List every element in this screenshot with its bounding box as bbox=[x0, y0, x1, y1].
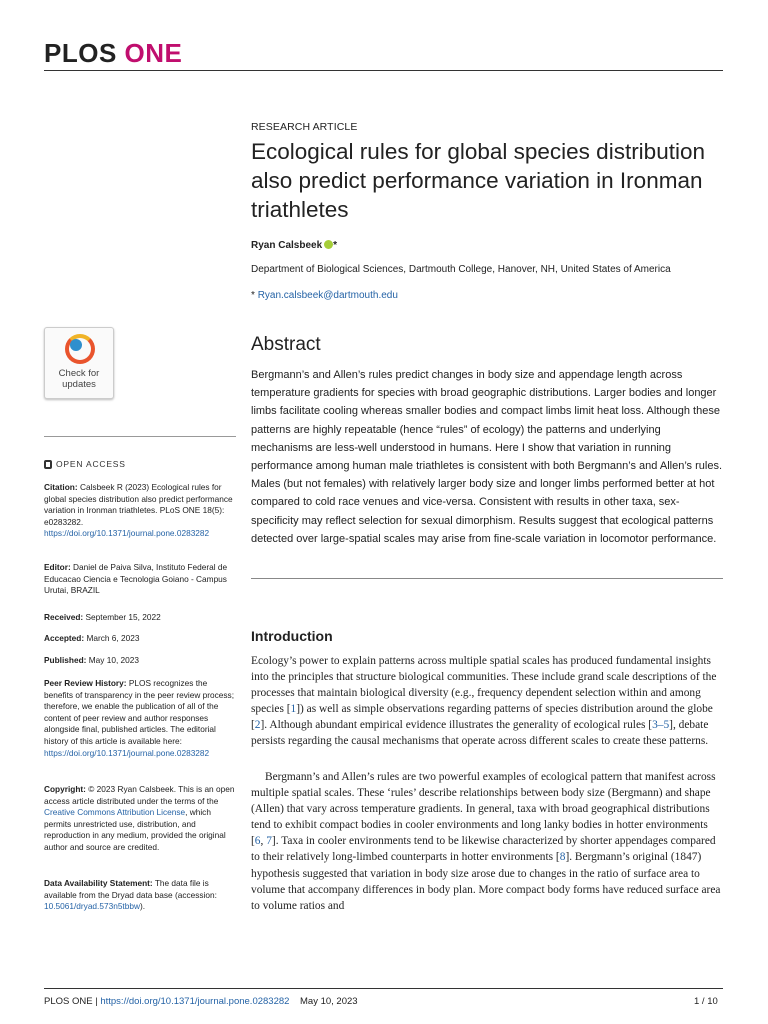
open-access-label bbox=[44, 458, 126, 469]
ref-link[interactable]: 3–5 bbox=[652, 719, 670, 732]
ref-separator: , bbox=[260, 835, 267, 848]
peer-review-link[interactable]: https://doi.org/10.1371/journal.pone.0283282 bbox=[44, 747, 210, 758]
cc-license-link[interactable]: Creative Commons Attribution License bbox=[44, 807, 186, 818]
footer-journal: PLOS ONE bbox=[44, 996, 93, 1007]
open-lock-icon bbox=[44, 460, 52, 469]
footer-rule bbox=[44, 988, 723, 989]
author-name[interactable]: Ryan Calsbeek bbox=[251, 240, 323, 251]
copyright-text: © 2023 Ryan Calsbeek. This is an open access article distributed under the terms of the bbox=[44, 784, 235, 806]
article-title: Ecological rules for global species distribution also predict performance variation in Ironman triathletes bbox=[251, 139, 705, 222]
page-number: 1 / 10 bbox=[694, 996, 718, 1007]
accepted-value: March 6, 2023 bbox=[86, 633, 140, 643]
ref-link[interactable]: 7 bbox=[266, 835, 272, 848]
intro-paragraph-1 bbox=[251, 653, 721, 750]
author-marker: * bbox=[333, 240, 338, 251]
journal-name-one: ONE bbox=[124, 38, 183, 68]
intro-p1-text-b: ]) as well as simple observations regarding patterns of species distribution around the globe [ bbox=[251, 703, 713, 732]
citation-doi-link[interactable]: https://doi.org/10.1371/journal.pone.0283282 bbox=[44, 528, 210, 539]
footer-doi-link[interactable]: https://doi.org/10.1371/journal.pone.0283282 bbox=[100, 996, 290, 1007]
peer-review-text: PLOS recognizes the benefits of transparency in the peer review process; therefore, we enable the publication of all of the content of peer review and author responses alongside final, published articles. The editorial history of this article is available here: bbox=[44, 678, 235, 746]
affiliation: Department of Biological Sciences, Dartmouth College, Hanover, NH, United States of America bbox=[251, 264, 671, 275]
accepted-date bbox=[44, 633, 236, 645]
intro-p2-text-b: ]. Taxa in cooler environments tend to be likewise characterized by shorter appendages compared to their relatively long-limbed counterparts in hotter environments [ bbox=[251, 835, 716, 864]
ref-link[interactable]: 1 bbox=[290, 703, 297, 716]
open-access-text: OPEN ACCESS bbox=[56, 459, 126, 469]
published-value: May 10, 2023 bbox=[88, 655, 140, 665]
data-availability-end: ). bbox=[139, 901, 146, 912]
abstract-text: Bergmann’s and Allen’s rules predict changes in body size and appendage length across temperature gradients for species with broad geographic distributions. Larger bodies and longer limbs facilitate cooling whereas smaller bodies and compact limbs limit heat loss. Although these patterns are highly repeatable (hence “rules” of ecology) the patterns and underlying mechanisms are less-well understood in humans. Here I show that variation in running performance among human male triathletes is consistent with both Bergmann’s and Allen’s rules. Males (but not females) with relatively larger body size and longer limbs performed better at hot compared to cold race venues and vice-versa. Consistent with results in other taxa, sex-specificity may reflect selection for sexual dimorphism. Results suggest that ecological patterns detected over large-spatial scales may arise from fine-scale variation in locomotor performance. bbox=[251, 369, 723, 545]
intro-paragraph-2 bbox=[251, 769, 721, 914]
citation-text: Calsbeek R (2023) Ecological rules for global species distribution also predict performance variation in Ironman triathletes. PLoS ONE 18(5): e0283282. bbox=[44, 482, 233, 527]
dryad-link[interactable]: 10.5061/dryad.573n5tbbw bbox=[44, 901, 140, 912]
journal-logo bbox=[44, 38, 182, 69]
badge-line1: Check for bbox=[58, 368, 100, 379]
data-availability-block bbox=[44, 878, 236, 913]
email-link[interactable]: Ryan.calsbeek@dartmouth.edu bbox=[257, 290, 398, 301]
copyright-block bbox=[44, 784, 236, 854]
badge-line2: updates bbox=[62, 379, 96, 390]
check-for-updates-badge[interactable] bbox=[44, 327, 114, 399]
copyright-text-end: , which permits unrestricted use, distribution, and reproduction in any medium, provided the original author and source are credited. bbox=[44, 807, 226, 852]
abstract-heading: Abstract bbox=[251, 334, 321, 355]
author-line bbox=[251, 240, 337, 251]
peer-review-block bbox=[44, 678, 236, 759]
intro-p1-text-c: ]. Although abundant empirical evidence illustrates the generality of ecological rules [ bbox=[260, 719, 653, 732]
published-date bbox=[44, 655, 236, 667]
peer-review-label: Peer Review History: bbox=[44, 678, 127, 688]
footer-separator: | bbox=[92, 996, 101, 1007]
email-marker: * bbox=[251, 290, 255, 301]
intro-p2-text-c: ]. Bergmann’s original (1847) hypothesis suggested that variation in body size arose due to changes in the ratio of surface area to volume that accompany differences in body plan. More compact body forms have reduced surface area to volume ratios and bbox=[251, 851, 721, 912]
orcid-icon[interactable] bbox=[324, 240, 333, 249]
ref-link[interactable]: 8 bbox=[559, 851, 566, 864]
corresponding-email bbox=[251, 290, 398, 301]
intro-p2-text-a: Bergmann’s and Allen’s rules are two powerful examples of ecological pattern that manifest across multiple spatial scales. These ‘rules’ describe relationships between body size (Bergmann) and shape (Allen) that vary across temperature gradients. In general, taxa with broad geographical distributions tend to exhibit compact bodies in cooler environments and long lanky bodies in hotter environments [ bbox=[251, 771, 716, 848]
intro-p1-text-a: Ecology’s power to explain patterns across multiple spatial scales has produced fundamental insights into the principles that structure biological communities. These include grand scale descriptions of the processes that maintain biological diversity (e.g., frequency dependent selection within and among species [ bbox=[251, 655, 717, 716]
received-value: September 15, 2022 bbox=[85, 612, 161, 622]
footer-date: May 10, 2023 bbox=[300, 996, 358, 1007]
intro-p1-text-d: ], debate persists regarding the causal mechanisms that operate across different scales to create these patterns. bbox=[251, 719, 709, 748]
received-date bbox=[44, 612, 236, 624]
published-label: Published: bbox=[44, 655, 87, 665]
accepted-label: Accepted: bbox=[44, 633, 85, 643]
copyright-label: Copyright: bbox=[44, 784, 86, 794]
sidebar-rule bbox=[44, 436, 236, 437]
header-rule bbox=[44, 70, 723, 71]
crossmark-center-icon bbox=[70, 339, 82, 351]
editor-text: Daniel de Paiva Silva, Instituto Federal de Educacao Ciencia e Tecnologia Goiano - Campus Urutai, BRAZIL bbox=[44, 562, 228, 596]
footer-citation bbox=[44, 996, 358, 1007]
citation-label: Citation: bbox=[44, 482, 78, 492]
introduction-heading: Introduction bbox=[251, 628, 333, 644]
ref-link[interactable]: 2 bbox=[254, 719, 261, 732]
data-availability-label: Data Availability Statement: bbox=[44, 878, 153, 888]
citation-block bbox=[44, 482, 236, 540]
article-type: RESEARCH ARTICLE bbox=[251, 121, 358, 133]
journal-name-plos: PLOS bbox=[44, 38, 117, 68]
badge-text bbox=[45, 368, 113, 390]
ref-link[interactable]: 6 bbox=[254, 835, 261, 848]
editor-label: Editor: bbox=[44, 562, 71, 572]
editor-block bbox=[44, 562, 236, 597]
abstract-rule bbox=[251, 578, 723, 579]
data-availability-text: The data file is available from the Dryad data base (accession: bbox=[44, 878, 217, 900]
received-label: Received: bbox=[44, 612, 84, 622]
